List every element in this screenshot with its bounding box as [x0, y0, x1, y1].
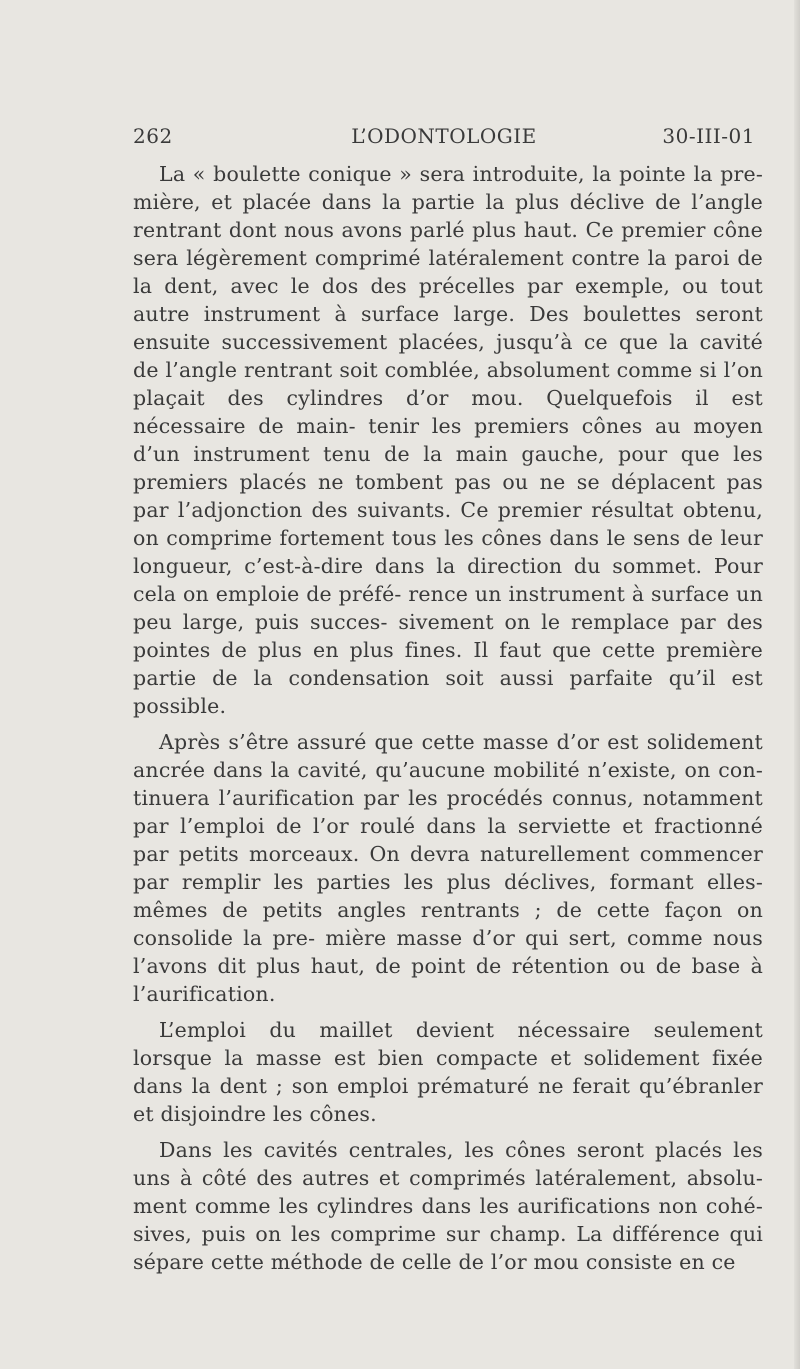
- paragraph: La « boulette conique » sera introduite, la pointe la pre- mière, et placée dans la partie la plus déclive de l’angle rentrant dont nous avons parlé plus haut. Ce premier cône sera légèrement comprimé latéralement contre la paroi de la dent, avec le dos des précelles par exemple, ou tout autre instrument à surface large. Des boulettes seront ensuite successivement placées, jusqu’à ce que la cavité de l’angle rentrant soit comblée, absolument comme si l’on plaçait des cylindres d’or mou. Quelquefois il est nécessaire de main- tenir les premiers cônes au moyen d’un instrument tenu de la main gauche, pour que les premiers placés ne tombent pas ou ne se déplacent pas par l’adjonction des suivants. Ce premier résultat obtenu, on comprime fortement tous les cônes dans le sens de leur longueur, c’est-à-dire dans la direction du sommet. Pour cela on emploie de préfé- rence un instrument à surface un peu large, puis succes- sivement on le remplace par des pointes de plus en plus fines. Il faut que cette première partie de la condensation soit aussi parfaite qu’il est possible.: [133, 162, 763, 718]
- page-edge: [794, 0, 800, 1369]
- paragraph: Après s’être assuré que cette masse d’or est solidement ancrée dans la cavité, qu’aucune mobilité n’existe, on con- tinuera l’aurification par les procédés connus, notamment par l’emploi de l’or roulé dans la serviette et fractionné par petits morceaux. On devra naturellement commencer par remplir les parties les plus déclives, formant elles-mêmes de petits angles rentrants ; de cette façon on consolide la pre- mière masse d’or qui sert, comme nous l’avons dit plus haut, de point de rétention ou de base à l’aurification.: [133, 730, 763, 1006]
- page-number: 262: [133, 124, 173, 148]
- running-title: L’ODONTOLOGIE: [351, 124, 537, 148]
- issue-date: 30-III-01: [662, 124, 755, 148]
- paragraph: L’emploi du maillet devient nécessaire seulement lorsque la masse est bien compacte et solidement fixée dans la dent ; son emploi prématuré ne ferait qu’ébranler et disjoindre les cônes.: [133, 1018, 763, 1126]
- body-text: [133, 160, 763, 1284]
- paragraph: Dans les cavités centrales, les cônes seront placés les uns à côté des autres et comprimés latéralement, absolu- ment comme les cylindres dans les aurifications non cohé- sives, puis on les comprime sur champ. La différence qui sépare cette méthode de celle de l’or mou consiste en ce: [133, 1138, 763, 1274]
- running-header: [133, 124, 755, 154]
